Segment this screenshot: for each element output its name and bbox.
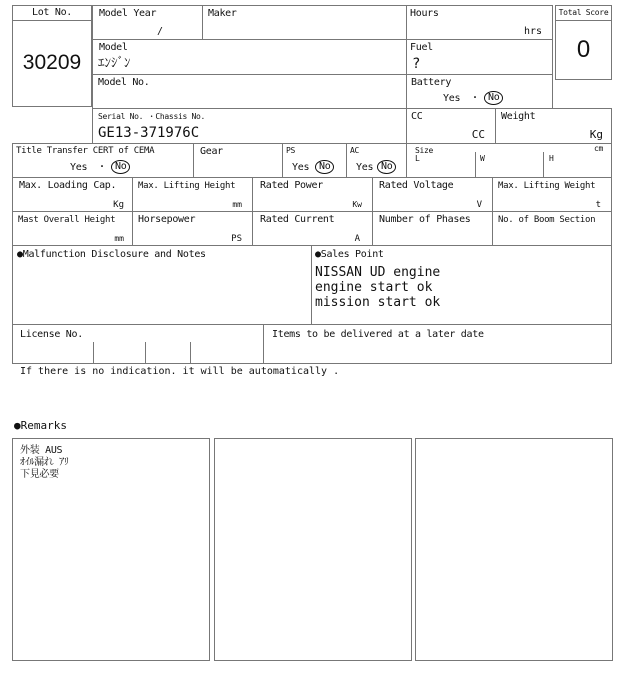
ac-no-selected[interactable]: No (377, 160, 396, 174)
model-year-label: Model Year (99, 8, 157, 19)
rated-current-cell (252, 211, 373, 246)
ps-no-selected[interactable]: No (315, 160, 334, 174)
rated-voltage-cell (372, 177, 493, 212)
size-divider-1 (475, 152, 476, 178)
max-lifting-weight-unit: t (595, 200, 601, 210)
total-score-label-cell (555, 5, 612, 21)
ps-label: PS (286, 146, 296, 155)
ps-cell (282, 143, 347, 178)
max-lifting-weight-cell (492, 177, 612, 212)
lot-label-cell (12, 5, 92, 21)
lot-value-cell (12, 20, 92, 107)
remarks-box-2 (214, 438, 412, 661)
maker-cell (202, 5, 407, 40)
remarks-box-3 (415, 438, 613, 661)
ps-yes[interactable]: Yes (292, 162, 310, 173)
sales-point-cell (311, 245, 612, 325)
total-score-value: 0 (576, 36, 591, 63)
rated-voltage-unit: V (476, 200, 482, 210)
lot-label: Lot No. (31, 7, 73, 18)
lot-number: 30209 (22, 51, 82, 74)
later-items-label: Items to be delivered at a later date (272, 329, 484, 340)
remarks-line-2: ｵｲﾙ漏れ ｱﾘ (20, 457, 69, 468)
phases-cell (372, 211, 493, 246)
max-loading-unit: Kg (113, 200, 124, 210)
weight-unit: Kg (589, 128, 603, 141)
ac-cell (346, 143, 407, 178)
size-h-label: H (549, 154, 554, 163)
ac-label: AC (350, 146, 360, 155)
automatic-note: If there is no indication. it will be automatically . (20, 366, 340, 377)
maker-label: Maker (208, 8, 237, 19)
horsepower-cell (132, 211, 253, 246)
phases-label: Number of Phases (379, 214, 471, 225)
rated-current-label: Rated Current (260, 214, 335, 225)
weight-label: Weight (501, 111, 536, 122)
mast-height-cell (12, 211, 133, 246)
hours-label: Hours (410, 8, 439, 19)
license-cell (12, 324, 264, 364)
battery-yes[interactable]: Yes (443, 93, 461, 104)
size-w-label: W (480, 154, 485, 163)
malfunction-label: ●Malfunction Disclosure and Notes (17, 249, 206, 260)
model-year-value: / (157, 26, 163, 37)
serial-value: GE13-371976C (98, 125, 200, 141)
size-label: Size (415, 146, 434, 155)
horsepower-label: Horsepower (138, 214, 196, 225)
malfunction-cell (12, 245, 312, 325)
rated-voltage-label: Rated Voltage (379, 180, 454, 191)
total-score-label: Total Score (558, 8, 609, 17)
size-l-label: L (415, 154, 420, 163)
license-divider-2 (145, 342, 146, 364)
hours-unit: hrs (523, 26, 542, 37)
title-transfer-no-selected[interactable]: No (111, 160, 130, 174)
rated-power-unit: Kw (352, 200, 362, 209)
max-lifting-height-unit: mm (232, 200, 242, 209)
size-cell (406, 143, 612, 178)
gear-cell (193, 143, 283, 178)
weight-cell (495, 108, 612, 144)
boom-sections-cell (492, 211, 612, 246)
max-loading-label: Max. Loading Cap. (19, 180, 117, 191)
serial-label: Serial No. ・Chassis No. (98, 112, 206, 121)
license-divider-3 (190, 342, 191, 364)
license-label: License No. (20, 329, 83, 340)
title-transfer-yes[interactable]: Yes (70, 162, 88, 173)
cc-unit: CC (471, 128, 485, 141)
size-unit: cm (593, 144, 603, 153)
max-loading-cell (12, 177, 133, 212)
model-value: ｴﾝｼﾞﾝ (98, 56, 131, 71)
model-label: Model (99, 42, 128, 53)
remarks-label: ●Remarks (14, 419, 67, 432)
remarks-line-1: 外装 AUS (20, 445, 63, 456)
fuel-cell (406, 39, 553, 75)
horsepower-unit: PS (231, 234, 242, 244)
model-no-label: Model No. (98, 77, 150, 88)
size-divider-2 (543, 152, 544, 178)
rated-current-unit: A (354, 234, 360, 244)
max-lifting-height-cell (132, 177, 253, 212)
mast-height-label: Mast Overall Height (18, 215, 116, 225)
title-transfer-cell (12, 143, 194, 178)
serial-cell (92, 108, 407, 144)
ac-yes[interactable]: Yes (356, 162, 374, 173)
battery-label: Battery (411, 77, 452, 88)
remarks-line-3: 下見必要 (20, 469, 59, 480)
gear-label: Gear (200, 146, 223, 157)
cc-cell (406, 108, 496, 144)
max-lifting-weight-label: Max. Lifting Weight (498, 181, 596, 191)
hours-cell (406, 5, 553, 40)
title-transfer-separator: ・ (97, 162, 107, 173)
fuel-label: Fuel (410, 42, 433, 53)
cc-label: CC (411, 111, 423, 122)
total-score-value-cell (555, 20, 612, 80)
boom-sections-label: No. of Boom Section (498, 215, 596, 225)
sales-point-label: ●Sales Point (315, 249, 384, 260)
battery-cell (406, 74, 553, 109)
model-year-cell (92, 5, 203, 40)
max-lifting-height-label: Max. Lifting Height (138, 181, 236, 191)
rated-power-label: Rated Power (260, 180, 323, 191)
model-cell (92, 39, 407, 75)
remarks-box-1 (12, 438, 210, 661)
later-items-cell (263, 324, 612, 364)
mast-height-unit: mm (114, 234, 124, 243)
sales-point-line-2: engine start ok (315, 280, 433, 295)
fuel-value: ? (412, 56, 421, 72)
title-transfer-label: Title Transfer CERT of CEMA (16, 146, 155, 156)
sales-point-line-3: mission start ok (315, 295, 441, 310)
model-no-cell (92, 74, 407, 109)
rated-power-cell (252, 177, 373, 212)
sales-point-line-1: NISSAN UD engine (315, 265, 441, 280)
battery-no-selected[interactable]: No (484, 91, 503, 105)
license-divider-1 (93, 342, 94, 364)
battery-separator: ・ (470, 93, 480, 104)
